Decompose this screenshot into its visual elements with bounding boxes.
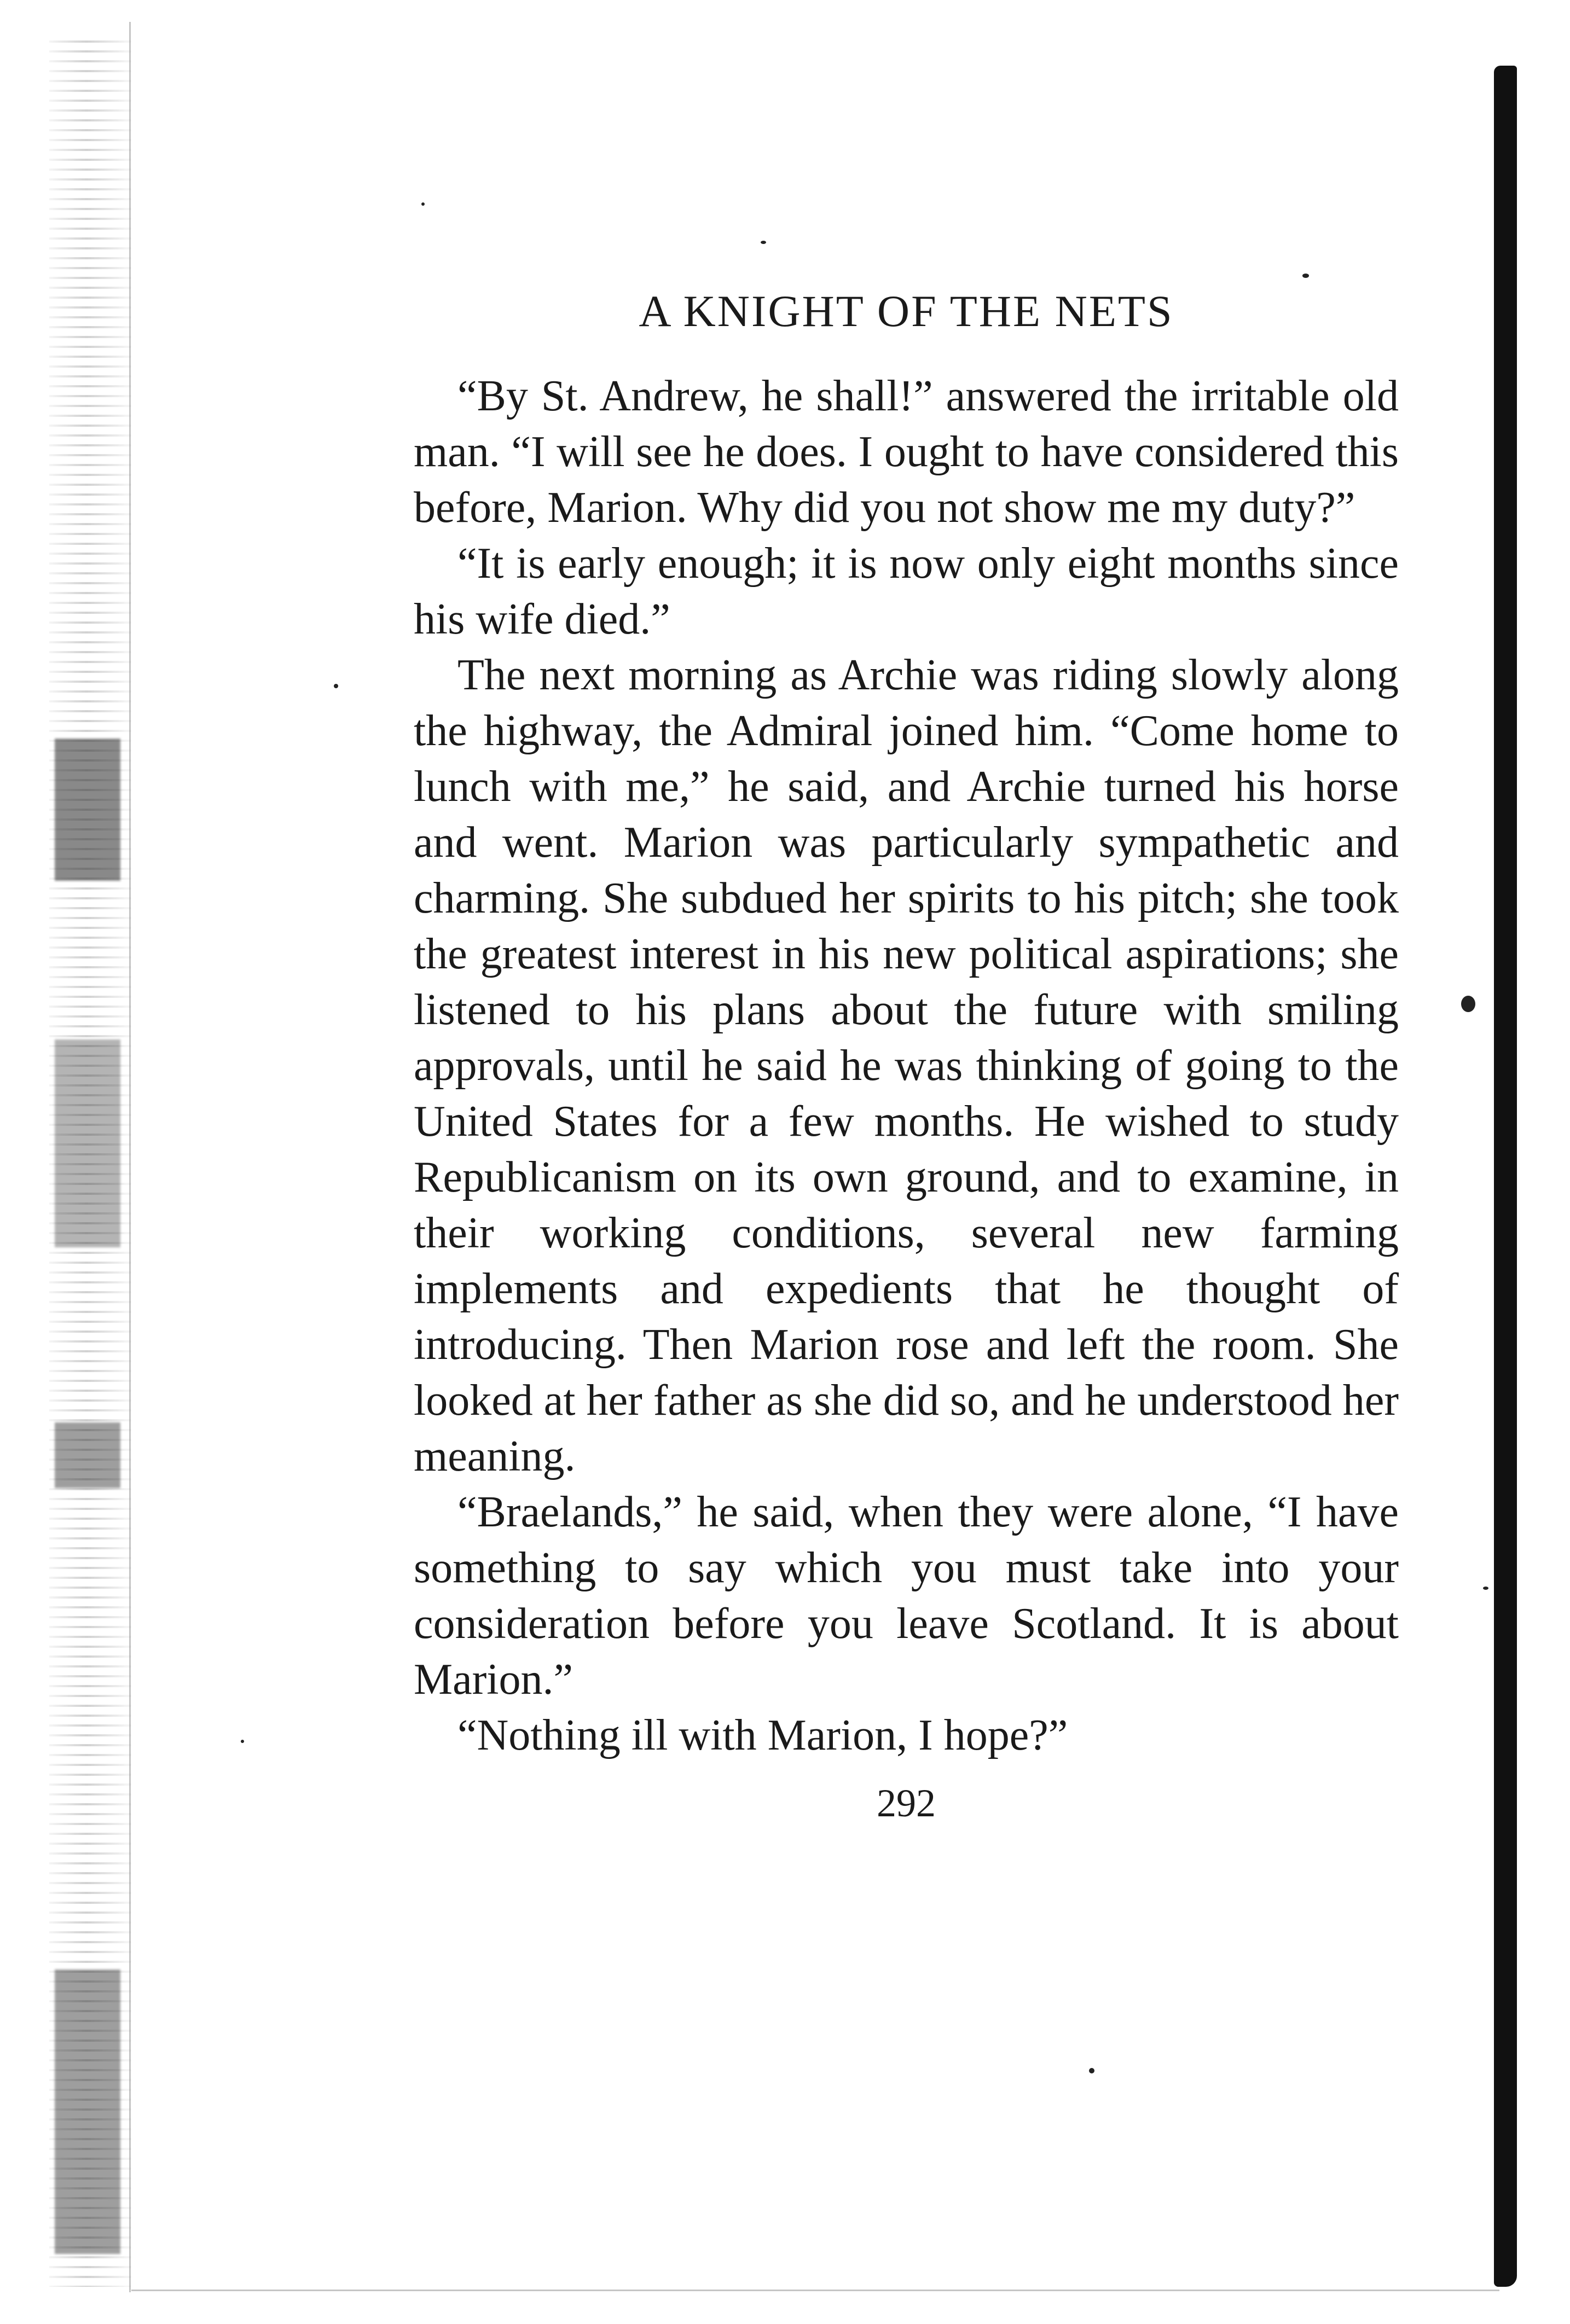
scan-speck xyxy=(1089,2068,1094,2073)
scan-right-edge xyxy=(1494,66,1517,2287)
scan-gutter-smudge xyxy=(55,1969,120,2254)
paragraph: “By St. Andrew, he shall!” answered the irritable old man. “I will see he does. I ought to have considered this before, Marion. Why did you not show me my duty?” xyxy=(414,372,1399,532)
scan-speck xyxy=(1461,996,1475,1012)
scan-speck xyxy=(1302,274,1309,278)
scan-speck xyxy=(334,684,338,688)
scan-gutter-smudge xyxy=(55,739,120,881)
paragraph: “It is early enough; it is now only eight months since his wife died.” xyxy=(414,539,1399,644)
scan-speck xyxy=(761,241,766,244)
paragraph: “Nothing ill with Marion, I hope?” xyxy=(457,1711,1068,1760)
page-number: 292 xyxy=(877,1781,936,1826)
scan-bottom-edge xyxy=(131,2290,1499,2291)
running-head: A KNIGHT OF THE NETS xyxy=(639,286,1174,336)
scan-speck xyxy=(421,202,425,206)
paragraph: The next morning as Archie was riding slowly along the highway, the Admiral joined him. “Come home to lunch with me,” he said, and Archie turned his horse and went. Marion was particularly sympathetic and charming. She subdued her spirits to his pitch; she took the greatest interest in his new political aspirations; she listened to his plans about the future with smiling approvals, until he said he was thinking of going to the United States for a few months. He wished to study Republicanism on its own ground, and to examine, in their working conditions, several new farming implements and expedients that he thought of introducing. Then Marion rose and left the room. She looked at her father as she did so, and he understood her meaning. xyxy=(414,651,1399,1481)
book-page xyxy=(414,284,1399,1827)
scan-gutter-smudge xyxy=(55,1039,120,1247)
scan-speck xyxy=(1483,1587,1488,1590)
scan-speck xyxy=(241,1740,244,1743)
paragraph: “Braelands,” he said, when they were alone, “I have something to say which you must take into your consideration before you leave Scotland. It is about Marion.” xyxy=(414,1488,1399,1704)
scan-gutter-line xyxy=(129,22,131,2292)
scan-gutter-smudge xyxy=(55,1422,120,1488)
